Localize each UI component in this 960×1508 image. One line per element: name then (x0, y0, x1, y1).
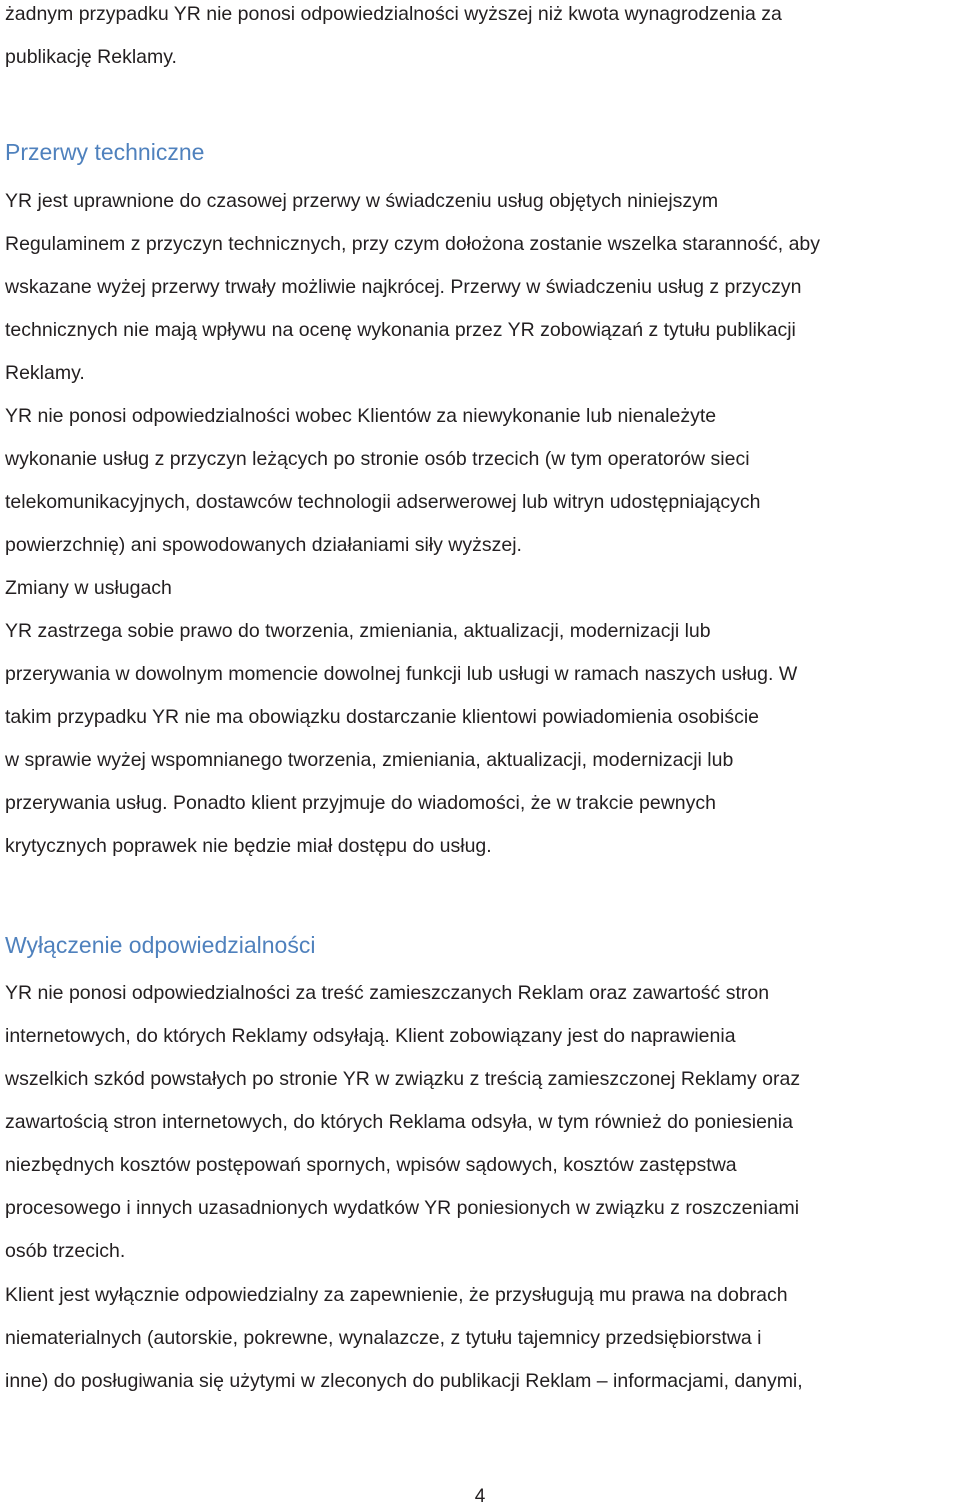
paragraph-line: wskazane wyżej przerwy trwały możliwie najkrócej. Przerwy w świadczeniu usług z przyczyn (5, 276, 802, 298)
intro-line: żadnym przypadku YR nie ponosi odpowiedzialności wyższej niż kwota wynagrodzenia za (5, 3, 782, 25)
paragraph-line: internetowych, do których Reklamy odsyłają. Klient zobowiązany jest do naprawienia (5, 1025, 736, 1047)
paragraph-line: krytycznych poprawek nie będzie miał dostępu do usług. (5, 835, 492, 857)
section-heading-przerwy: Przerwy techniczne (5, 139, 205, 165)
paragraph-line: YR zastrzega sobie prawo do tworzenia, zmieniania, aktualizacji, modernizacji lub (5, 620, 711, 642)
paragraph-line: niematerialnych (autorskie, pokrewne, wynalazcze, z tytułu tajemnicy przedsiębiorstwa i (5, 1327, 762, 1349)
paragraph-line: YR nie ponosi odpowiedzialności za treść zamieszczanych Reklam oraz zawartość stron (5, 982, 770, 1004)
paragraph-line: YR nie ponosi odpowiedzialności wobec Klientów za niewykonanie lub nienależyte (5, 405, 717, 427)
paragraph-line: wykonanie usług z przyczyn leżących po stronie osób trzecich (w tym operatorów sieci (5, 448, 750, 470)
paragraph-line: telekomunikacyjnych, dostawców technologii adserwerowej lub witryn udostępniających (5, 491, 761, 513)
section-heading-wylaczenie: Wyłączenie odpowiedzialności (5, 932, 316, 958)
paragraph-line: technicznych nie mają wpływu na ocenę wykonania przez YR zobowiązań z tytułu publikacji (5, 319, 796, 341)
paragraph-line: w sprawie wyżej wspomnianego tworzenia, zmieniania, aktualizacji, modernizacji lub (5, 749, 734, 771)
paragraph-line: osób trzecich. (5, 1240, 126, 1262)
page-number: 4 (474, 1486, 486, 1507)
paragraph-line: przerywania w dowolnym momencie dowolnej funkcji lub usługi w ramach naszych usług. W (5, 663, 798, 685)
paragraph-line: zawartością stron internetowych, do których Reklama odsyła, w tym również do poniesienia (5, 1111, 793, 1133)
paragraph-line: przerywania usług. Ponadto klient przyjmuje do wiadomości, że w trakcie pewnych (5, 792, 716, 814)
paragraph-line: Reklamy. (5, 362, 85, 384)
paragraph-line: takim przypadku YR nie ma obowiązku dostarczanie klientowi powiadomienia osobiście (5, 706, 760, 728)
paragraph-line: powierzchnię) ani spowodowanych działaniami siły wyższej. (5, 534, 522, 556)
paragraph-line: procesowego i innych uzasadnionych wydatków YR poniesionych w związku z roszczeniami (5, 1197, 800, 1219)
paragraph-line: Regulaminem z przyczyn technicznych, przy czym dołożona zostanie wszelka staranność, aby (5, 233, 821, 255)
intro-line: publikację Reklamy. (5, 46, 177, 68)
paragraph-line: YR jest uprawnione do czasowej przerwy w świadczeniu usług objętych niniejszym (5, 190, 719, 212)
paragraph-line: inne) do posługiwania się użytymi w zleconych do publikacji Reklam – informacjami, danymi, (5, 1370, 803, 1392)
paragraph-line: wszelkich szkód powstałych po stronie YR w związku z treścią zamieszczonej Reklamy oraz (5, 1068, 801, 1090)
subheading-zmiany: Zmiany w usługach (5, 577, 172, 599)
paragraph-line: niezbędnych kosztów postępowań spornych, wpisów sądowych, kosztów zastępstwa (5, 1154, 737, 1176)
paragraph-line: Klient jest wyłącznie odpowiedzialny za zapewnienie, że przysługują mu prawa na dobrach (5, 1284, 788, 1306)
